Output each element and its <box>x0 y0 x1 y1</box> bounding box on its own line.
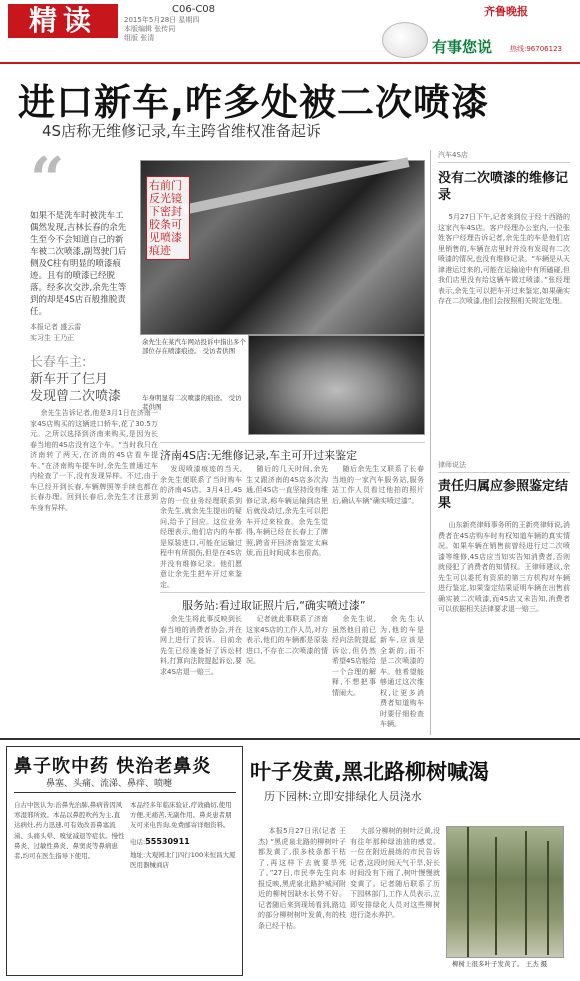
divider <box>14 792 236 793</box>
article-column <box>350 826 440 976</box>
article-column <box>30 408 158 733</box>
photo-caption: 柳树上很多叶子发黄了。 王杰 摄 <box>452 960 548 968</box>
section-divider <box>0 738 580 740</box>
article-paragraph: 5月27日下午,记者来到位于经十西路的这家汽车4S店。客户经理办公室内,一位张姓客户经理告诉记者,余先生的车是他们店里销售的,车辆在店里时并没有发现有二次喷漆的情况,也没有维修记录。“车辆是从天津港运过来的,可能在运输途中有所磕碰,但我们店里没有给这辆车做过喷漆。”张经理表示,余先生可以把车开过来鉴定,如果确实存在二次喷漆,他们会按照相关规定处理。 <box>438 213 570 305</box>
meta-line: 本版编辑 张传同 <box>124 25 176 33</box>
sidebar-title: 责任归属应参照鉴定结果 <box>438 479 569 511</box>
ad-text: 自古中医认为:治鼻先治肺,鼻病皆因风寒湿邪所致。本品以鼻腔吹药为主,直达病灶,药力迅速,可有效改善鼻塞流涕、头痛头晕、嗅觉减退等症状。慢性鼻炎、过敏性鼻炎、鼻窦炎等鼻病患者,均可在医生指导下使用。 <box>14 801 125 861</box>
article-paragraph: 余先生将此事反映到长春当地的消费者协会,并在网上进行了投诉。目前余先生已经准备好了诉讼材料,打算向法院提起诉讼,要求4S店退一赔三。 <box>160 615 242 676</box>
section-label: 精读 <box>8 4 118 38</box>
divider <box>160 592 425 593</box>
ad-phone: 55530911 <box>145 836 190 846</box>
section-head-line: 发现曾二次喷漆 <box>30 389 122 404</box>
sidebar-title: 没有二次喷漆的维修记录 <box>438 171 569 203</box>
column-divider <box>430 150 431 735</box>
photo-callout: 右前门反光镜下密封胶条可见喷漆痕迹 <box>146 176 190 260</box>
photo-caption: 车身明显有二次喷漆的痕迹。 受访者供图 <box>142 394 242 411</box>
section-head-line: 新车开了仨月 <box>30 372 109 387</box>
column-title: 有事您说 <box>432 38 493 56</box>
divider <box>438 472 570 473</box>
meta-line: 组版 张清 <box>124 34 155 42</box>
article-column <box>246 464 328 592</box>
divider <box>160 442 425 443</box>
sidebar-body <box>438 520 570 732</box>
article-column <box>332 614 376 732</box>
ad-paragraph: 本品经多年临床验证,疗效确切,使用方便,无痛苦,无副作用。鼻炎患者朋友可来电咨询,免费邮寄详细资料。 <box>130 801 232 830</box>
byline-line: 本报记者 盛云雷 <box>30 323 82 331</box>
article-paragraph: 记者就此事联系了济南这家4S店的工作人员,对方表示,他们的车辆都是原装进口,不存在二次喷漆的情况。 <box>246 615 328 665</box>
sidebar-tag: 律师说法 <box>438 461 466 469</box>
sidebar-tag: 汽车4S店 <box>438 151 468 159</box>
main-headline: 进口新车,咋多处被二次喷漆 <box>18 81 490 124</box>
ad-address: 地址:大观园北门四行100米恒昌大厦医用器械商店 <box>130 850 236 870</box>
subhead-service: 服务站:看过取证照片后,“确实喷过漆” <box>182 599 366 612</box>
section-head-line: 长春车主: <box>30 355 87 370</box>
article-paragraph: 余先生告诉记者,他是3月1日在济南一家4S店购买的这辆进口轿车,花了30.5万元。之所以选择到济南来购买,是因为长春当地的4S店没有这个车。“当时我只在济南转了两天,在济南的4S店看车提车。”在济南购车提车时,余先生曾通过车内检查了一下,没有发现异样。不过,由于车已经开到长春,车辆牌照等手续也都在长春办理。回到长春后,余先生才注意到车身有异样。 <box>30 409 158 512</box>
article-paragraph: 余先生认为,他的车是新车,应该是全新的,而不是二次喷漆的车。他希望能够通过这次维权,让更多消费者知道购车时要仔细检查车辆。 <box>380 615 424 728</box>
mascot-icon <box>382 22 428 58</box>
article-column <box>160 464 242 592</box>
newspaper-brand: 齐鲁晚报 <box>484 5 528 18</box>
ad-text <box>130 800 236 870</box>
photo-caption: 余先生在某汽车网站投诉中指出多个部位存在喷漆痕迹。 受访者供图 <box>142 338 246 355</box>
article-column <box>332 464 424 592</box>
article-paragraph: 发现喷漆痕迹的当天,余先生便联系了当时购车的济南4S店。3月4日,4S店的一位业务经理联系到余先生,就余先生提出的疑问,给予了回应。这位业务经理表示,他们店内的车都是原装进口,可能在运输过程中有所损伤,但是在4S店并没有维修记录。他们愿意让余先生把车开过来鉴定。 <box>160 465 242 589</box>
article-column <box>246 614 328 732</box>
section-head-changchun <box>30 354 140 405</box>
divider <box>438 162 570 163</box>
ad-headline: 鼻子吹中药 快治老鼻炎 <box>14 756 212 777</box>
article-paragraph: 山东新亮律师事务所的王新亮律师说,消费者在4S店购车时有权知道车辆的真实情况。如果车辆在销售前曾经进行过二次喷漆等维修,4S店应当如实告知消费者,否则就侵犯了消费者的知情权。王律师建议,余先生可以委托有资质的第三方机构对车辆进行鉴定,如果鉴定结果证明车辆在出售前确实被二次喷漆,而4S店又未告知,消费者可以依据相关法律要求退一赔三。 <box>438 521 570 613</box>
article-paragraph: 随后余先生又联系了长春当地的一家汽车服务站,服务站工作人员看过他拍的照片后,确认车辆“确实喷过漆”。 <box>332 465 424 505</box>
willow-tree-photo <box>446 826 564 958</box>
ad-phone-label: 电话: <box>130 837 146 846</box>
header-rule <box>0 62 580 64</box>
story2-subheadline: 历下园林:立即安排绿化人员浇水 <box>264 790 422 803</box>
page-code: C06-C08 <box>172 4 216 15</box>
article-paragraph: 余先生说,虽然他目前已经向法院提起诉讼,但仍然希望4S店能给一个合理的解释,不想把事情闹大。 <box>332 615 376 697</box>
article-paragraph: 随后的几天时间,余先生又跟济南的4S店多次沟通,但4S店一直坚持没有维修记录,称车辆运输到店里后就没动过,余先生可以把车开过来检查。余先生觉得,车辆已经在长春上了牌照,跨省开回济南鉴定太麻烦,而且时间成本也很高。 <box>246 465 328 557</box>
lede-paragraph: 如果不是洗车时被洗车工偶然发现,吉林长春的余先生至今不会知道自己的新车被二次喷漆,副驾驶门后侧及C柱有明显的喷漆痕迹。且有的喷漆已经脱落。经多次交涉,余先生等到的却是4S店百般推脱责任。 <box>30 211 127 317</box>
quote-mark-icon: “ <box>30 145 65 215</box>
hotline: 热线:96706123 <box>510 45 562 53</box>
article-paragraph: 大部分柳树的树叶泛黄,没有往年那种绿油油的感觉。一位在附近晨练的市民告诉记者,这段时间天气干旱,好长时间没有下雨了,树叶慢慢就变黄了。记者随后联系了历下园林部门,工作人员表示,立即安排绿化人员对这些柳树进行浇水养护。 <box>350 827 440 919</box>
subhead-jinan: 济南4S店:无维修记录,车主可开过来鉴定 <box>160 449 358 462</box>
byline-line: 实习生 王乃正 <box>30 334 75 342</box>
sidebar-body <box>438 212 570 447</box>
byline <box>30 322 130 344</box>
article-column <box>160 614 242 732</box>
car-paint-photo <box>248 335 425 435</box>
meta-line: 2015年5月28日 星期四 <box>124 16 200 24</box>
article-column <box>258 826 346 976</box>
article-column <box>380 614 424 732</box>
main-subheadline: 4S店称无维修记录,车主跨省维权准备起诉 <box>42 122 321 140</box>
article-paragraph: 本报5月27日讯(记者 王杰) “黑虎泉北路的柳树叶子都发黄了,很多枝条都干枯了,再这样下去就要旱死了。”27日,市民李先生向本报反映,黑虎泉北路护城河附近的柳树因缺水长势不好。记者随后来到现场看到,路边的部分柳树树叶发黄,有的枝条已经干枯。 <box>258 827 346 930</box>
ad-tagline: 鼻塞、头痛、流涕、鼻痒、喷嚏 <box>46 779 173 789</box>
story2-headline: 叶子发黄,黑北路柳树喊渴 <box>250 760 489 784</box>
